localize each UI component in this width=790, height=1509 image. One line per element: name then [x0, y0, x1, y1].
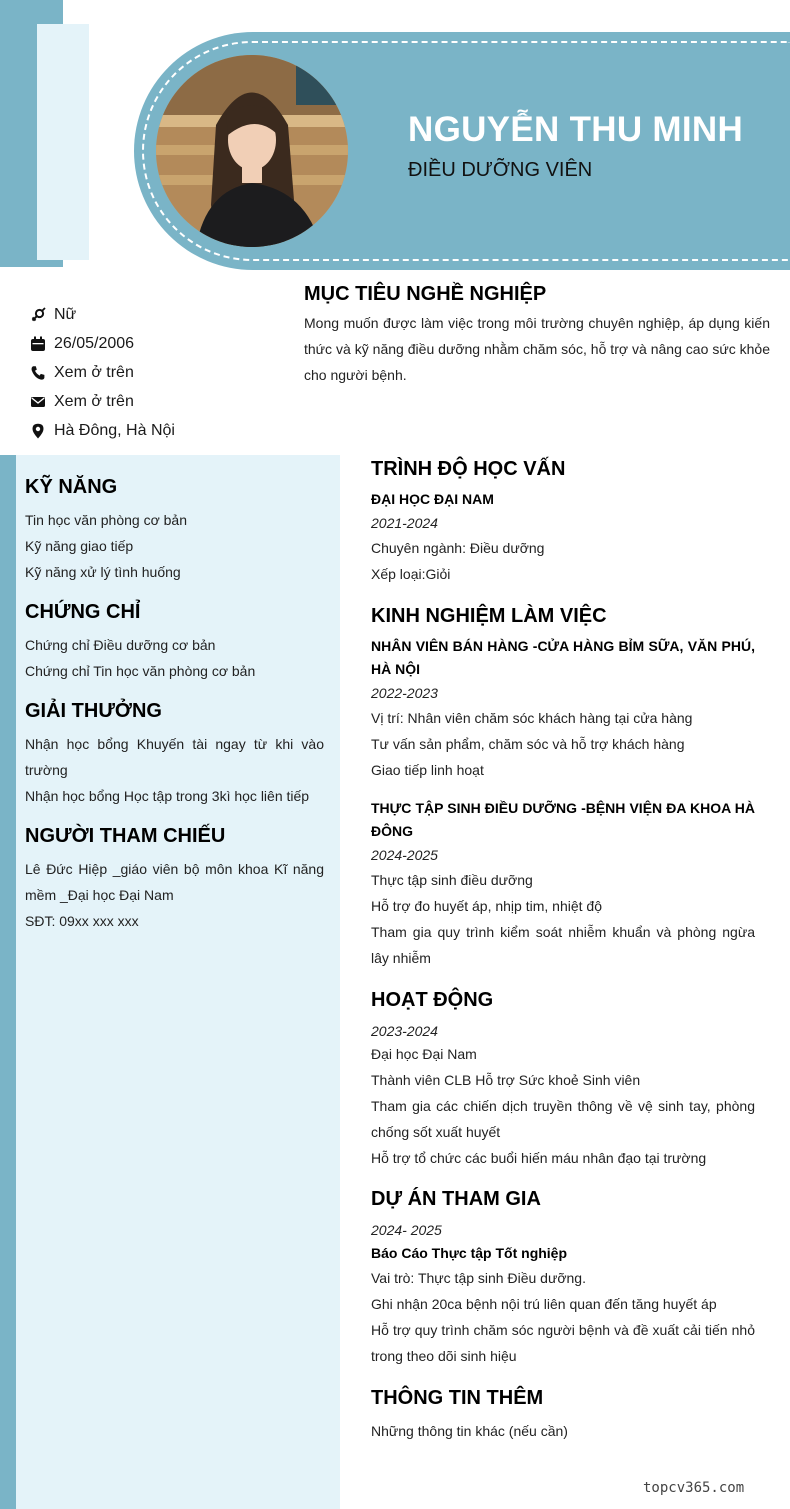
career-objective-text: Mong muốn được làm việc trong môi trường chuyên nghiệp, áp dụng kiến thức và kỹ năng điều dưỡng nhằm chăm sóc, hỗ trợ và nâng cao sức khỏe cho người bệnh.	[304, 315, 770, 383]
experience-job-position: THỰC TẬP SINH ĐIỀU DƯỠNG -BỆNH VIỆN ĐA KHOA HÀ ĐÔNG	[371, 800, 755, 839]
certificates-list	[25, 632, 324, 684]
references-list	[25, 856, 324, 934]
education-title: TRÌNH ĐỘ HỌC VẤN	[371, 458, 566, 480]
activity-line: Tham gia các chiến dịch truyền thông về vệ sinh tay, phòng chống sốt xuất huyết	[371, 1098, 755, 1140]
certificate-item: Chứng chỉ Điều dưỡng cơ bản	[25, 637, 216, 653]
project-line: Vai trò: Thực tập sinh Điều dưỡng.	[371, 1270, 586, 1286]
job-title: ĐIỀU DƯỠNG VIÊN	[408, 159, 593, 181]
projects-title: DỰ ÁN THAM GIA	[371, 1188, 541, 1210]
activity-line: Đại học Đại Nam	[371, 1046, 477, 1062]
contact-gender	[30, 300, 175, 329]
career-objective-title: MỤC TIÊU NGHỀ NGHIỆP	[304, 283, 547, 305]
experience-job-position: NHÂN VIÊN BÁN HÀNG -CỬA HÀNG BỈM SỮA, VĂN PHÚ, HÀ NỘI	[371, 638, 755, 677]
skills-list	[25, 507, 324, 585]
contact-birthday-text: 26/05/2006	[54, 334, 135, 352]
activity-line: Hỗ trợ tổ chức các buổi hiến máu nhân đạo tại trường	[371, 1150, 707, 1166]
skill-item: Tin học văn phòng cơ bản	[25, 512, 187, 528]
experience-line: Tư vấn sản phẩm, chăm sóc và hỗ trợ khách hàng	[371, 736, 685, 752]
watermark: topcv365.com	[643, 1480, 745, 1496]
phone-icon	[30, 365, 46, 381]
activity-line: Thành viên CLB Hỗ trợ Sức khoẻ Sinh viên	[371, 1072, 641, 1088]
gender-icon	[30, 307, 46, 323]
project-line: Hỗ trợ quy trình chăm sóc người bệnh và đề xuất cải tiến nhỏ trong theo dõi sinh hiệu	[371, 1322, 755, 1364]
education-line: Xếp loại:Giỏi	[371, 566, 451, 582]
references-title: NGƯỜI THAM CHIẾU	[25, 825, 226, 847]
email-icon	[30, 394, 46, 410]
awards-list	[25, 731, 324, 809]
contact-list	[30, 300, 175, 445]
education-school: ĐẠI HỌC ĐẠI NAM	[371, 491, 494, 507]
contact-address	[30, 416, 175, 445]
avatar-photo	[156, 55, 348, 247]
left-accent-bar	[0, 455, 16, 1509]
skill-item: Kỹ năng xử lý tình huống	[25, 564, 181, 580]
education-date: 2021-2024	[371, 515, 438, 531]
experience-job-details	[371, 867, 755, 971]
reference-item: Lê Đức Hiệp _giáo viên bộ môn khoa Kĩ năng mềm _Đại học Đại Nam	[25, 861, 324, 903]
contact-phone	[30, 358, 175, 387]
experience-line: Vị trí: Nhân viên chăm sóc khách hàng tại cửa hàng	[371, 710, 693, 726]
contact-phone-text: Xem ở trên	[54, 363, 134, 381]
education-line: Chuyên ngành: Điều dưỡng	[371, 540, 545, 556]
certificates-title: CHỨNG CHỈ	[25, 601, 141, 623]
reference-item: SĐT: 09xx xxx xxx	[25, 913, 139, 929]
candidate-name: NGUYỄN THU MINH	[408, 110, 744, 149]
project-name: Báo Cáo Thực tập Tốt nghiệp	[371, 1245, 568, 1261]
experience-title: KINH NGHIỆM LÀM VIỆC	[371, 605, 607, 627]
contact-email	[30, 387, 175, 416]
projects-date: 2024- 2025	[371, 1222, 442, 1238]
award-item: Nhận học bổng Khuyến tài ngay từ khi vào trường	[25, 736, 324, 778]
certificate-item: Chứng chỉ Tin học văn phòng cơ bản	[25, 663, 256, 679]
contact-birthday	[30, 329, 175, 358]
skill-item: Kỹ năng giao tiếp	[25, 538, 134, 554]
contact-email-text: Xem ở trên	[54, 392, 134, 410]
project-line: Ghi nhận 20ca bệnh nội trú liên quan đến tăng huyết áp	[371, 1296, 717, 1312]
awards-title: GIẢI THƯỞNG	[25, 700, 162, 722]
extra-info-title: THÔNG TIN THÊM	[371, 1387, 544, 1409]
avatar	[156, 55, 348, 247]
activities-title: HOẠT ĐỘNG	[371, 989, 494, 1011]
experience-line: Thực tập sinh điều dưỡng	[371, 872, 533, 888]
experience-line: Hỗ trợ đo huyết áp, nhịp tim, nhiệt độ	[371, 898, 602, 914]
activities-date: 2023-2024	[371, 1023, 438, 1039]
education-details	[371, 535, 755, 587]
extra-info-text: Những thông tin khác (nếu cần)	[371, 1423, 568, 1439]
header-accent-inner	[37, 24, 89, 260]
contact-gender-text: Nữ	[54, 305, 77, 323]
career-objective-section	[304, 283, 770, 388]
award-item: Nhận học bổng Học tập trong 3kì học liên tiếp	[25, 788, 310, 804]
experience-line: Tham gia quy trình kiểm soát nhiễm khuẩn và phòng ngừa lây nhiễm	[371, 924, 755, 966]
contact-address-text: Hà Đông, Hà Nội	[54, 421, 175, 439]
activities-details	[371, 1041, 755, 1171]
project-details	[371, 1265, 755, 1369]
experience-line: Giao tiếp linh hoạt	[371, 762, 484, 778]
experience-job-date: 2024-2025	[371, 847, 438, 863]
experience-job-date: 2022-2023	[371, 685, 438, 701]
experience-job-details	[371, 705, 755, 783]
skills-title: KỸ NĂNG	[25, 476, 118, 498]
calendar-icon	[30, 336, 46, 352]
location-icon	[30, 423, 46, 439]
